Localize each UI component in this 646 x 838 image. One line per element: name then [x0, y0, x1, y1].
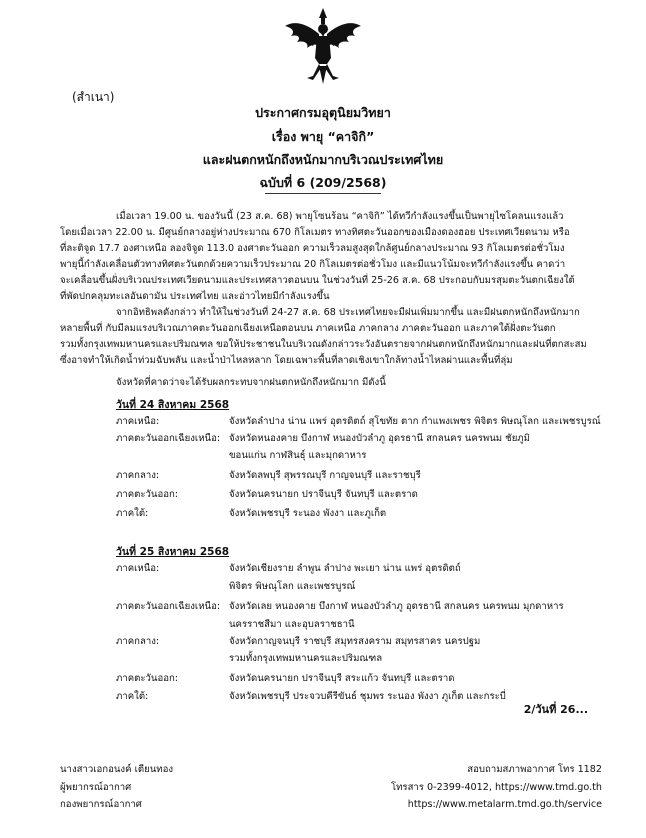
para1-line: ที่พัดปกคลุมทะเลอันดามัน ประเทศไทย และอ่าวไทยมีกำลังแรงขึ้น [60, 291, 330, 302]
footer-service-link[interactable]: https://www.metalarm.tmd.go.th/service [407, 799, 602, 810]
para1-line: เมื่อเวลา 19.00 น. ของวันนี้ (23 ส.ค. 68) พายุโซนร้อน “คาจิกิ” ได้ทวีกำลังแรงขึ้นเป็นพายุไซโคลนแรงแล้ว [116, 211, 564, 222]
para1-line: พายุนี้กำลังเคลื่อนตัวทางทิศตะวันตกด้วยความเร็วประมาณ 20 กิโลเมตรต่อชั่วโมง และมีแนวโน้มจะทวีกำลังแรงขึ้น คาดว่า [60, 259, 566, 270]
para1-line: ที่ละติจูด 17.7 องศาเหนือ ลองจิจูด 113.0 องศาตะวันออก ความเร็วลมสูงสุดใกล้ศูนย์กลางประมาณ 93 กิโลเมตรต่อชั่วโมง [60, 243, 565, 254]
region-label: ภาคตะวันออกเฉียงเหนือ: [116, 433, 221, 444]
region-provinces: จังหวัดเลย หนองคาย บึงกาฬ หนองบัวลำภู อุดรธานี สกลนคร นครพนม มุกดาหาร [229, 601, 564, 612]
announcement-subject: เรื่อง พายุ “คาจิกิ” [271, 129, 375, 144]
region-provinces: รวมทั้งกรุงเทพมหานครและปริมณฑล [229, 653, 383, 664]
para2-line: รวมทั้งกรุงเทพมหานครและปริมณฑล ขอให้ประชาชนในบริเวณดังกล่าวระวังอันตรายจากฝนตกหนักถึงหนักมากและฝนที่ตกสะสม [60, 339, 587, 350]
region-provinces: จังหวัดเพชรบุรี ระนอง พังงา และภูเก็ต [229, 508, 387, 519]
garuda-emblem-icon [283, 6, 363, 86]
day-heading: วันที่ 24 สิงหาคม 2568 [116, 399, 230, 411]
region-label: ภาคตะวันออก: [116, 489, 179, 500]
region-label: ภาคกลาง: [116, 636, 160, 647]
region-label: ภาคตะวันออก: [116, 673, 179, 684]
department-title: ประกาศกรมอุตุนิยมวิทยา [255, 105, 391, 120]
region-label: ภาคเหนือ: [116, 416, 160, 427]
para1-line: จะเคลื่อนขึ้นฝั่งบริเวณประเทศเวียดนามและประเทศลาวตอนบน ในช่วงวันที่ 25-26 ส.ค. 68 ประกอบกับมรสุมตะวันตกเฉียงใต้ [60, 275, 575, 286]
region-provinces: จังหวัดนครนายก ปราจีนบุรี จันทบุรี และตราด [229, 489, 418, 500]
provinces-intro: จังหวัดที่คาดว่าจะได้รับผลกระทบจากฝนตกหนักถึงหนักมาก มีดังนี้ [116, 377, 386, 388]
announcement-number: ฉบับที่ 6 (209/2568) [259, 175, 387, 190]
para2-line: ซึ่งอาจทำให้เกิดน้ำท่วมฉับพลัน และน้ำป่าไหลหลาก โดยเฉพาะพื้นที่ลาดเชิงเขาใกล้ทางน้ำไหลผ่านและพื้นที่ลุ่ม [60, 355, 513, 366]
para1-line: โดยเมื่อเวลา 22.00 น. มีศูนย์กลางอยู่ห่างประมาณ 670 กิโลเมตร ทางทิศตะวันออกของเมืองดองฮอย ประเทศเวียดนาม หรือ [60, 227, 570, 238]
region-label: ภาคเหนือ: [116, 563, 160, 574]
region-provinces: พิจิตร พิษณุโลก และเพชรบูรณ์ [229, 581, 356, 592]
region-label: ภาคกลาง: [116, 470, 160, 481]
copy-mark: (สำเนา) [72, 90, 115, 104]
region-provinces: จังหวัดเชียงราย ลำพูน ลำปาง พะเยา น่าน แพร่ อุตรดิตถ์ [229, 563, 461, 574]
region-label: ภาคใต้: [116, 508, 149, 519]
region-provinces: จังหวัดกาญจนบุรี ราชบุรี สมุทรสงคราม สมุทรสาคร นครปฐม [229, 636, 481, 647]
footer-hotline: สอบถามสภาพอากาศ โทร 1182 [467, 764, 602, 775]
region-provinces: จังหวัดลำปาง น่าน แพร่ อุตรดิตถ์ สุโขทัย ตาก กำแพงเพชร พิจิตร พิษณุโลก และเพชรบูรณ์ [229, 416, 601, 427]
title-divider [265, 193, 381, 194]
region-provinces: จังหวัดนครนายก ปราจีนบุรี สระแก้ว จันทบุรี และตราด [229, 673, 455, 684]
para2-line: จากอิทธิพลดังกล่าว ทำให้ในช่วงวันที่ 24-27 ส.ค. 68 ประเทศไทยจะมีฝนเพิ่มมากขึ้น และมีฝนตกหนักถึงหนักมาก [116, 307, 580, 318]
announcement-subject-line2: และฝนตกหนักถึงหนักมากบริเวณประเทศไทย [202, 152, 444, 167]
region-label: ภาคตะวันออกเฉียงเหนือ: [116, 601, 221, 612]
footer-fax-website[interactable]: โทรสาร 0-2399-4012, https://www.tmd.go.th [390, 781, 602, 793]
footer-signature [60, 761, 173, 814]
region-provinces: จังหวัดหนองคาย บึงกาฬ หนองบัวลำภู อุดรธานี สกลนคร นครพนม ชัยภูมิ [229, 433, 530, 444]
region-provinces: จังหวัดเพชรบุรี ประจวบคีรีขันธ์ ชุมพร ระนอง พังงา ภูเก็ต และกระบี่ [229, 691, 506, 702]
region-provinces: ขอนแก่น กาฬสินธุ์ และมุกดาหาร [229, 450, 367, 461]
footer-position: ผู้พยากรณ์อากาศ [60, 781, 132, 793]
region-label: ภาคใต้: [116, 691, 149, 702]
region-provinces: จังหวัดลพบุรี สุพรรณบุรี กาญจนบุรี และราชบุรี [229, 470, 421, 481]
para2-line: หลายพื้นที่ กับมีลมแรงบริเวณภาคตะวันออกเฉียงเหนือตอนบน ภาคเหนือ ภาคกลาง ภาคตะวันออก และภาคใต้ฝั่งตะวันตก [60, 323, 556, 334]
next-page-marker: 2/วันที่ 26... [523, 703, 588, 716]
footer-contact [391, 761, 602, 814]
day-heading: วันที่ 25 สิงหาคม 2568 [116, 546, 230, 558]
region-provinces: นครราชสีมา และอุบลราชธานี [229, 619, 355, 630]
footer-department: กองพยากรณ์อากาศ [60, 799, 142, 810]
footer-name: นางสาวเอกอนงค์ เตียนทอง [60, 764, 174, 775]
